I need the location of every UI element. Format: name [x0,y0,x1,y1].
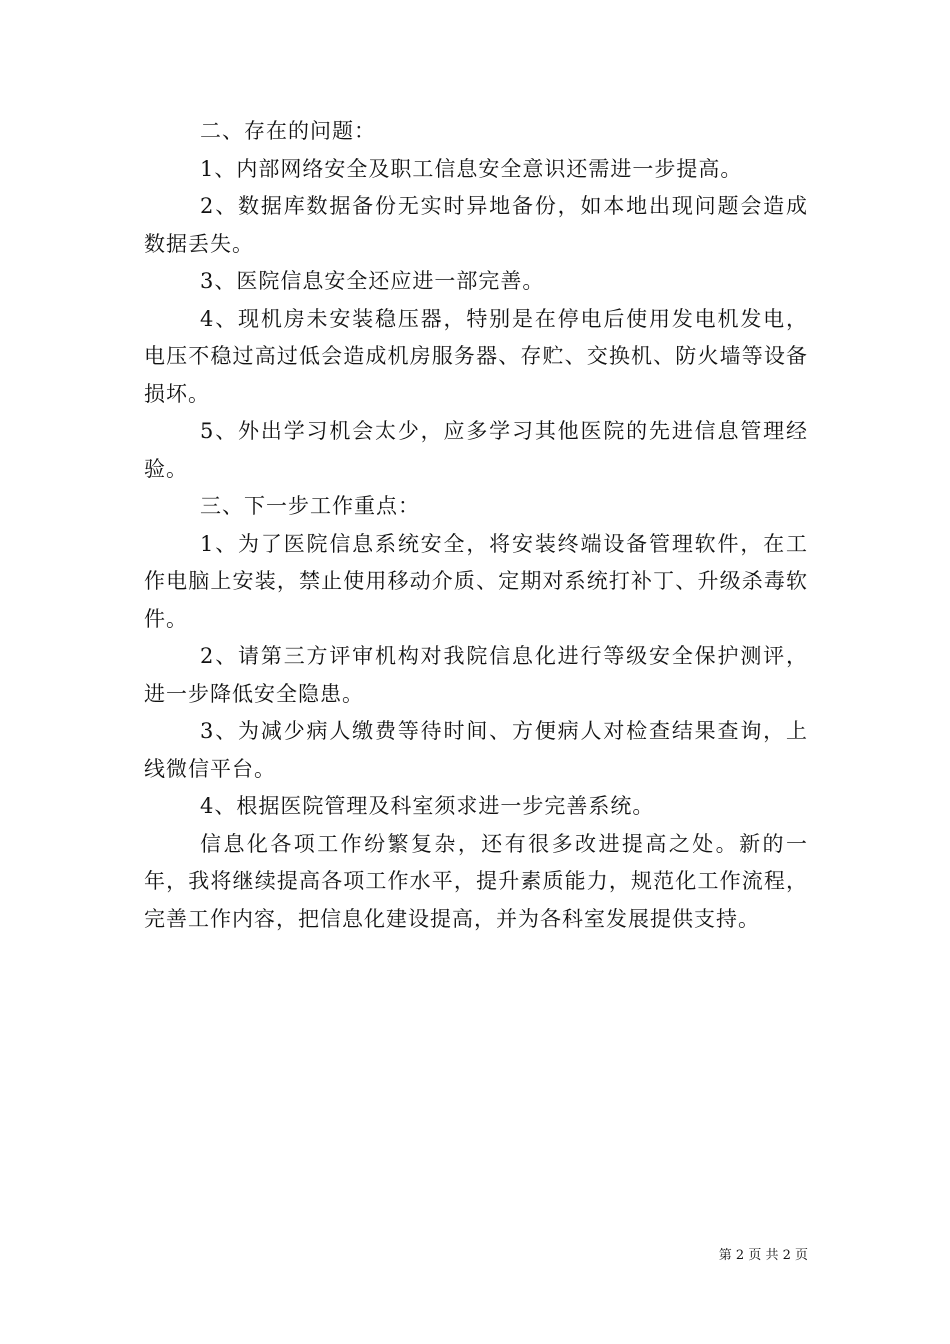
problem-item-5: 5、外出学习机会太少，应多学习其他医院的先进信息管理经验。 [144,419,808,481]
next-step-item-4: 4、根据医院管理及科室须求进一步完善系统。 [200,794,655,818]
section-heading-problems: 二、存在的问题： [200,119,376,143]
page-number-footer: 第 2 页 共 2 页 [718,1248,808,1263]
problem-item-3: 3、医院信息安全还应进一部完善。 [200,269,545,293]
next-step-item-2: 2、请第三方评审机构对我院信息化进行等级安全保护测评，进一步降低安全隐患。 [144,644,808,706]
problem-item-2: 2、数据库数据备份无实时异地备份，如本地出现问题会造成数据丢失。 [144,194,808,256]
closing-paragraph: 信息化各项工作纷繁复杂，还有很多改进提高之处。新的一年，我将继续提高各项工作水平，提升素质能力，规范化工作流程，完善工作内容，把信息化建设提高，并为各科室发展提供支持。 [144,831,808,931]
document-body [144,113,808,938]
next-step-item-1: 1、为了医院信息系统安全，将安装终端设备管理软件，在工作电脑上安装，禁止使用移动介质、定期对系统打补丁、升级杀毒软件。 [144,531,808,631]
section-heading-next-steps: 三、下一步工作重点： [200,494,420,518]
next-step-item-3: 3、为减少病人缴费等待时间、方便病人对检查结果查询，上线微信平台。 [144,719,808,781]
problem-item-4: 4、现机房未安装稳压器，特别是在停电后使用发电机发电，电压不稳过高过低会造成机房服务器、存贮、交换机、防火墙等设备损坏。 [144,306,808,406]
problem-item-1: 1、内部网络安全及职工信息安全意识还需进一步提高。 [200,156,743,181]
